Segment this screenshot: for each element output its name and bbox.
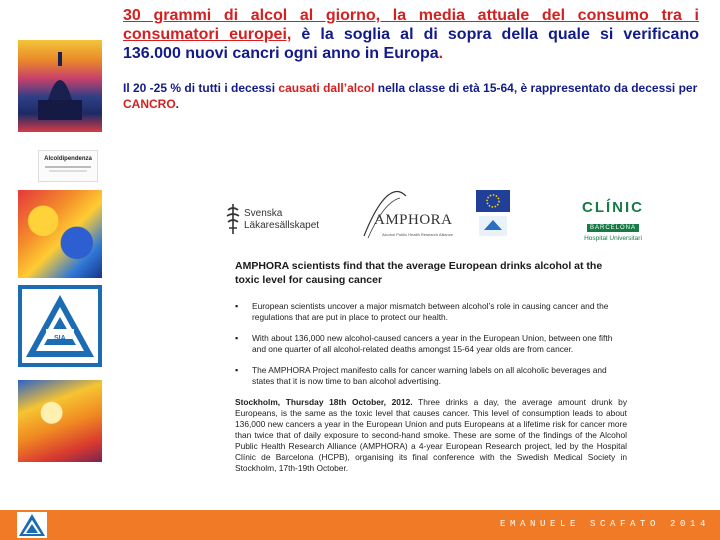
headline-highlight: 30 grammi di alcol al giorno, la media attuale del consumo tra i consumatori europei, <box>123 7 699 43</box>
clinic-barcelona-logo: CLÍNIC BARCELONA Hospital Universitari <box>582 199 644 242</box>
abstract-painting-image <box>18 190 102 278</box>
list-item: ▪ The AMPHORA Project manifesto calls for cancer warning labels on all alcoholic beverages and states that it is now time to ban alcohol advertising. <box>235 365 627 387</box>
subline-highlight-cancer: CANCRO <box>123 97 176 111</box>
article-title: AMPHORA scientists find that the average European drinks alcohol at the toxic level for causing cancer <box>235 260 603 286</box>
subline-highlight-alcohol: causati dall’alcol <box>278 81 375 95</box>
svenska-lakaresallskapet-logo: Svenska Läkaresällskapet <box>222 200 322 240</box>
sia-label: SIA <box>54 335 66 342</box>
sia-footer-logo <box>17 512 47 538</box>
amphora-logo: AMPHORA Alcohol Public Health Research Alliance <box>360 188 470 244</box>
list-item: ▪ European scientists uncover a major mismatch between alcohol’s role in causing cancer and the regulations that are put in place to protect our health. <box>235 301 627 323</box>
article-body: Stockholm, Thursday 18th October, 2012. Three drinks a day, the average amount drunk by Europeans, is the same as the toxic level that causes cancer. This level of consumption leads to about 136,000 new cancers a year in the European Union and puts Europeans at a lifetime risk for cancer more than twice that of daily exposure to second-hand smoke. These are some of the findings of the Alcohol Public Health Research Alliance (AMPHORA) a 4-year European Research project, led by the Hospital Clínic de Barcelona (HCPB), organising its final conference with the Swedish Medical Society in Stockholm, 17th-19th October. <box>235 397 628 473</box>
sia-logo <box>18 285 102 367</box>
slide-subline: Il 20 -25 % di tutti i decessi causati dall’alcol nella classe di età 15-64, è rappresentato da decessi per CANCRO. <box>123 81 698 111</box>
colorful-painting-image <box>18 380 102 462</box>
headline-text: è la soglia al di sopra della quale si verificano 136.000 nuovi cancri ogni anno in Europa <box>123 26 699 62</box>
footer-bar <box>0 510 720 540</box>
church-painting-image <box>18 40 102 132</box>
slide-headline: 30 grammi di alcol al giorno, la media attuale del consumo tra i consumatori europei, è la soglia al di sopra della quale si verificano 136.000 nuovi cancri ogni anno in Europa. <box>123 7 699 62</box>
list-item: ▪ With about 136,000 new alcohol-caused cancers a year in the European Union, between one fifth and one quarter of all alcohol-related deaths amongst 15-64 year olds are from cancer. <box>235 333 627 355</box>
author-credit: EMANUELE SCAFATO 2014 <box>499 519 710 529</box>
press-release <box>235 259 627 474</box>
eu-flag-logo <box>476 190 510 238</box>
alcoldipendenza-cover-image: Alcoldipendenza <box>38 150 98 182</box>
article-bullets <box>235 301 627 387</box>
article-dateline: Stockholm, Thursday 18th October, 2012. <box>235 397 413 407</box>
